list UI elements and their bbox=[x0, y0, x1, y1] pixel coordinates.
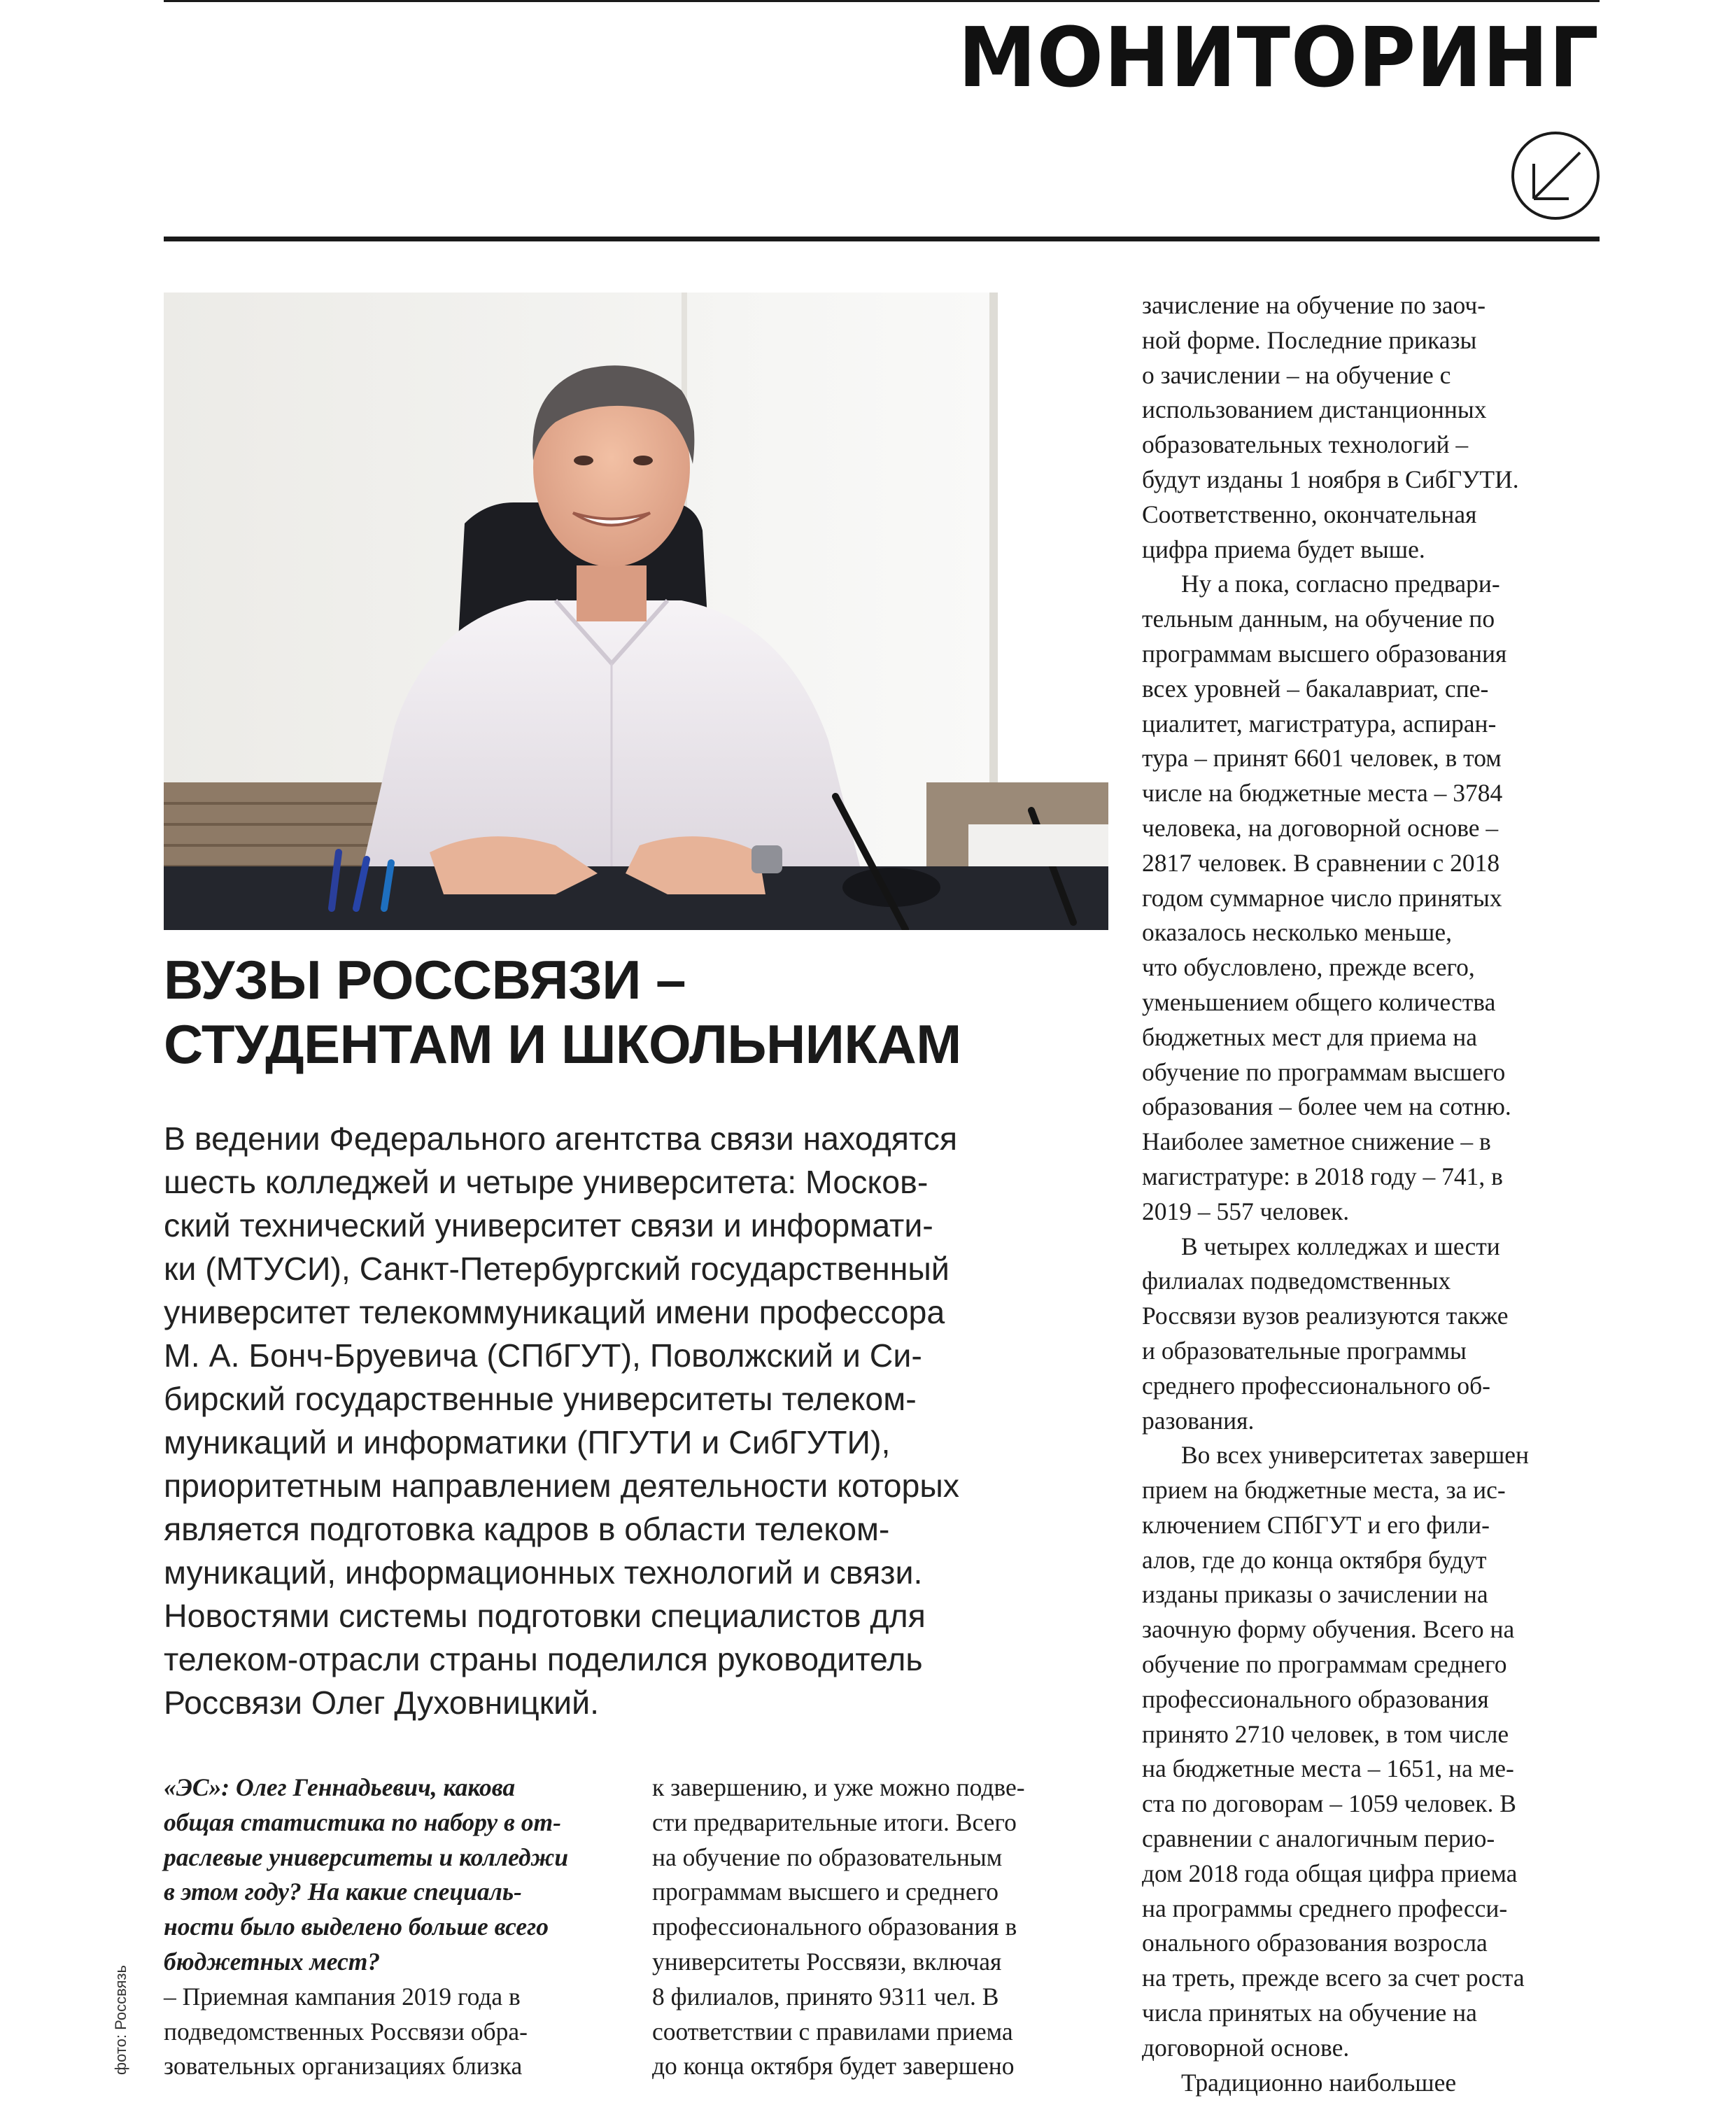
article-column-3 bbox=[1142, 288, 1529, 2100]
lead-line: является подготовка кадров в области телеком- bbox=[164, 1511, 890, 1547]
body-line: Ну а пока, согласно предвари- bbox=[1181, 570, 1500, 598]
body-line: оказалось несколько меньше, bbox=[1142, 918, 1452, 947]
body-line: дом 2018 года общая цифра приема bbox=[1142, 1859, 1518, 1887]
body-line: тельным данным, на обучение по bbox=[1142, 605, 1495, 633]
body-line: университеты Россвязи, включая bbox=[652, 1947, 1002, 1976]
body-line: будут изданы 1 ноября в СибГУТИ. bbox=[1142, 465, 1519, 493]
lead-line: телеком-отрасли страны поделился руководитель bbox=[164, 1641, 923, 1677]
interview-answer-line: подведомственных Россвязи обра- bbox=[164, 2017, 528, 2046]
body-line: Соответственно, окончательная bbox=[1142, 500, 1477, 528]
article-headline bbox=[164, 948, 1108, 1076]
header-rule bbox=[164, 237, 1600, 241]
body-line: программам высшего образования bbox=[1142, 639, 1507, 668]
body-line: уменьшением общего количества bbox=[1142, 987, 1496, 1016]
body-line: и образовательные программы bbox=[1142, 1336, 1467, 1365]
body-line: всех уровней – бакалавриат, спе- bbox=[1142, 674, 1489, 703]
lead-line: муникаций и информатики (ПГУТИ и СибГУТИ), bbox=[164, 1424, 891, 1460]
lead-line: университет телекоммуникаций имени профессора bbox=[164, 1294, 945, 1330]
body-line: тура – принят 6601 человек, в том bbox=[1142, 744, 1502, 773]
article-column-2 bbox=[652, 1770, 1025, 2084]
interview-question-line: общая статистика по набору в от- bbox=[164, 1808, 561, 1836]
interview-question-line: раслевые университеты и колледжи bbox=[164, 1843, 569, 1871]
body-line: зачисление на обучение по заоч- bbox=[1142, 291, 1486, 319]
interview-question-line: «ЭС»: Олег Геннадьевич, какова bbox=[164, 1773, 516, 1801]
body-line: онального образования возросла bbox=[1142, 1929, 1488, 1957]
body-line: прием на бюджетные места, за ис- bbox=[1142, 1476, 1506, 1505]
body-line: 2019 – 557 человек. bbox=[1142, 1197, 1350, 1225]
body-line: договорной основе. bbox=[1142, 2033, 1350, 2062]
lead-line: шесть колледжей и четыре университета: Москов- bbox=[164, 1164, 929, 1200]
body-line: соответствии с правилами приема bbox=[652, 2017, 1013, 2046]
body-line: образования – более чем на сотню. bbox=[1142, 1092, 1511, 1121]
body-line: профессионального образования bbox=[1142, 1684, 1489, 1713]
body-line: филиалах подведомственных bbox=[1142, 1267, 1451, 1295]
lead-line: В ведении Федерального агентства связи находятся bbox=[164, 1120, 958, 1157]
body-line: принято 2710 человек, в том числе bbox=[1142, 1719, 1509, 1748]
lead-line: Новостями системы подготовки специалистов для bbox=[164, 1598, 926, 1634]
lead-line: ский технический университет связи и информати- bbox=[164, 1207, 933, 1244]
lead-line: бирский государственные университеты телеком- bbox=[164, 1381, 917, 1417]
body-line: к завершению, и уже можно подве- bbox=[652, 1773, 1025, 1801]
body-line: ключением СПбГУТ и его фили- bbox=[1142, 1510, 1490, 1539]
body-line: циалитет, магистратура, аспиран- bbox=[1142, 709, 1497, 738]
lead-line: приоритетным направлением деятельности которых bbox=[164, 1467, 960, 1504]
body-line: изданы приказы о зачислении на bbox=[1142, 1580, 1488, 1609]
headline-line: ВУЗЫ РОССВЯЗИ – bbox=[164, 949, 686, 1011]
body-line: программам высшего и среднего bbox=[652, 1878, 999, 1906]
interview-question-line: ности было выделено больше всего bbox=[164, 1913, 549, 1941]
interview-answer-line: – Приемная кампания 2019 года в bbox=[164, 1982, 521, 2011]
headline-line: СТУДЕНТАМ И ШКОЛЬНИКАМ bbox=[164, 1013, 961, 1075]
body-line: Наиболее заметное снижение – в bbox=[1142, 1127, 1491, 1156]
body-line: обучение по программам высшего bbox=[1142, 1057, 1506, 1086]
body-line: числе на бюджетные места – 3784 bbox=[1142, 779, 1503, 808]
body-line: 2817 человек. В сравнении с 2018 bbox=[1142, 848, 1500, 877]
body-line: Россвязи вузов реализуются также bbox=[1142, 1302, 1509, 1330]
body-line: заочную форму обучения. Всего на bbox=[1142, 1615, 1515, 1644]
body-line: обучение по программам среднего bbox=[1142, 1650, 1507, 1679]
interview-question-line: в этом году? На какие специаль- bbox=[164, 1878, 522, 1906]
circle-arrow-down-left-icon bbox=[1510, 130, 1601, 221]
portrait-illustration bbox=[164, 293, 1108, 930]
body-line: В четырех колледжах и шести bbox=[1181, 1232, 1500, 1260]
body-line: использованием дистанционных bbox=[1142, 395, 1487, 424]
body-line: алов, где до конца октября будут bbox=[1142, 1545, 1487, 1574]
body-line: разования. bbox=[1142, 1406, 1255, 1435]
body-line: образовательных технологий – bbox=[1142, 430, 1469, 459]
lead-line: Россвязи Олег Духовницкий. bbox=[164, 1684, 599, 1721]
portrait-photo bbox=[164, 293, 1108, 930]
body-line: человека, на договорной основе – bbox=[1142, 813, 1499, 842]
body-line: сти предварительные итоги. Всего bbox=[652, 1808, 1017, 1836]
top-rule bbox=[164, 0, 1600, 2]
body-line: цифра приема будет выше. bbox=[1142, 535, 1425, 563]
lead-paragraph bbox=[164, 1117, 1129, 1724]
lead-line: ки (МТУСИ), Санкт-Петербургский государственный bbox=[164, 1251, 950, 1287]
body-line: 8 филиалов, принято 9311 чел. В bbox=[652, 1982, 999, 2011]
lead-line: М. А. Бонч-Бруевича (СПбГУТ), Поволжский и Си- bbox=[164, 1337, 922, 1374]
body-line: Во всех университетах завершен bbox=[1181, 1441, 1530, 1470]
body-line: что обусловлено, прежде всего, bbox=[1142, 953, 1475, 982]
interview-answer-line: зовательных организациях близка bbox=[164, 2052, 523, 2081]
body-line: магистратуре: в 2018 году – 741, в bbox=[1142, 1162, 1503, 1190]
body-line: числа принятых на обучение на bbox=[1142, 1999, 1477, 2027]
body-line: ной форме. Последние приказы bbox=[1142, 325, 1477, 354]
body-line: ста по договорам – 1059 человек. В bbox=[1142, 1789, 1516, 1818]
body-line: о зачислении – на обучение с bbox=[1142, 360, 1451, 389]
body-line: на треть, прежде всего за счет роста bbox=[1142, 1964, 1525, 1992]
body-line: на обучение по образовательным bbox=[652, 1843, 1003, 1871]
photo-credit: фото: Россвязь bbox=[112, 1965, 129, 2075]
body-line: на бюджетные места – 1651, на ме- bbox=[1142, 1754, 1514, 1783]
body-line: бюджетных мест для приема на bbox=[1142, 1022, 1477, 1051]
lead-line: муникаций, информационных технологий и связи. bbox=[164, 1554, 923, 1591]
body-line: профессионального образования в bbox=[652, 1913, 1017, 1941]
article-column-1 bbox=[164, 1770, 568, 2084]
interview-question-line: бюджетных мест? bbox=[164, 1947, 381, 1976]
body-line: Традиционно наибольшее bbox=[1181, 2068, 1457, 2097]
body-line: на программы среднего професси- bbox=[1142, 1894, 1508, 1922]
body-line: сравнении с аналогичным перио- bbox=[1142, 1824, 1495, 1853]
body-line: годом суммарное число принятых bbox=[1142, 883, 1502, 912]
section-title: МОНИТОРИНГ bbox=[958, 10, 1600, 106]
body-line: среднего профессионального об- bbox=[1142, 1371, 1490, 1400]
body-line: до конца октября будет завершено bbox=[652, 2052, 1015, 2081]
